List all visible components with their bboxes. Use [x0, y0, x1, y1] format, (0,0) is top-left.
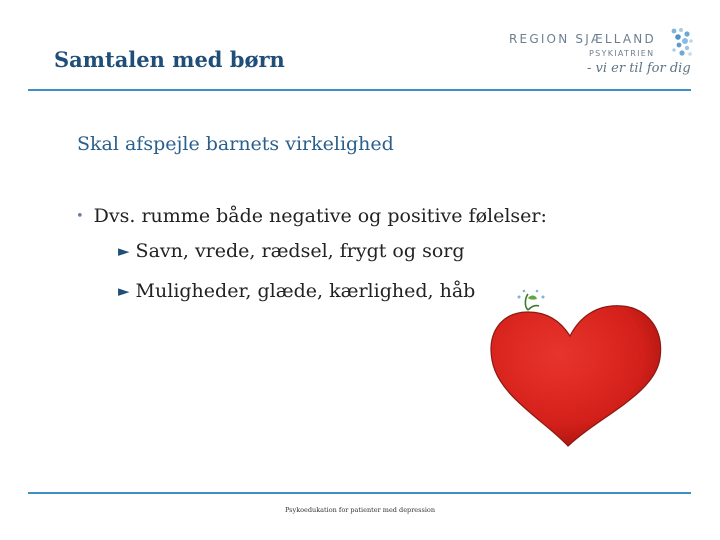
- region-logo: [505, 26, 695, 88]
- slide-title: Samtalen med børn: [54, 47, 285, 72]
- main-heading: Skal afspejle barnets virkelighed: [77, 133, 394, 155]
- bullet-item: [76, 205, 547, 227]
- arrow-icon: ►: [118, 282, 130, 300]
- logo-name: REGION SJÆLLAND: [509, 32, 656, 46]
- logo-dots-icon: [665, 26, 695, 60]
- sub-item: [118, 240, 465, 262]
- sub-item-text: Savn, vrede, rædsel, frygt og sorg: [135, 240, 465, 262]
- footer-divider: [28, 492, 691, 494]
- bullet-text: Dvs. rumme både negative og positive følelser:: [93, 205, 547, 227]
- heart-illustration: [484, 288, 668, 450]
- logo-subtitle: PSYKIATRIEN: [589, 49, 655, 58]
- header-divider: [28, 89, 691, 91]
- arrow-icon: ►: [118, 242, 130, 260]
- sub-item-text: Muligheder, glæde, kærlighed, håb: [135, 280, 476, 302]
- logo-tagline: - vi er til for dig: [587, 61, 691, 76]
- sub-item: [118, 280, 475, 302]
- bullet-marker: •: [76, 209, 84, 224]
- footer-text: Psykoedukation for patienter med depression: [284, 506, 436, 514]
